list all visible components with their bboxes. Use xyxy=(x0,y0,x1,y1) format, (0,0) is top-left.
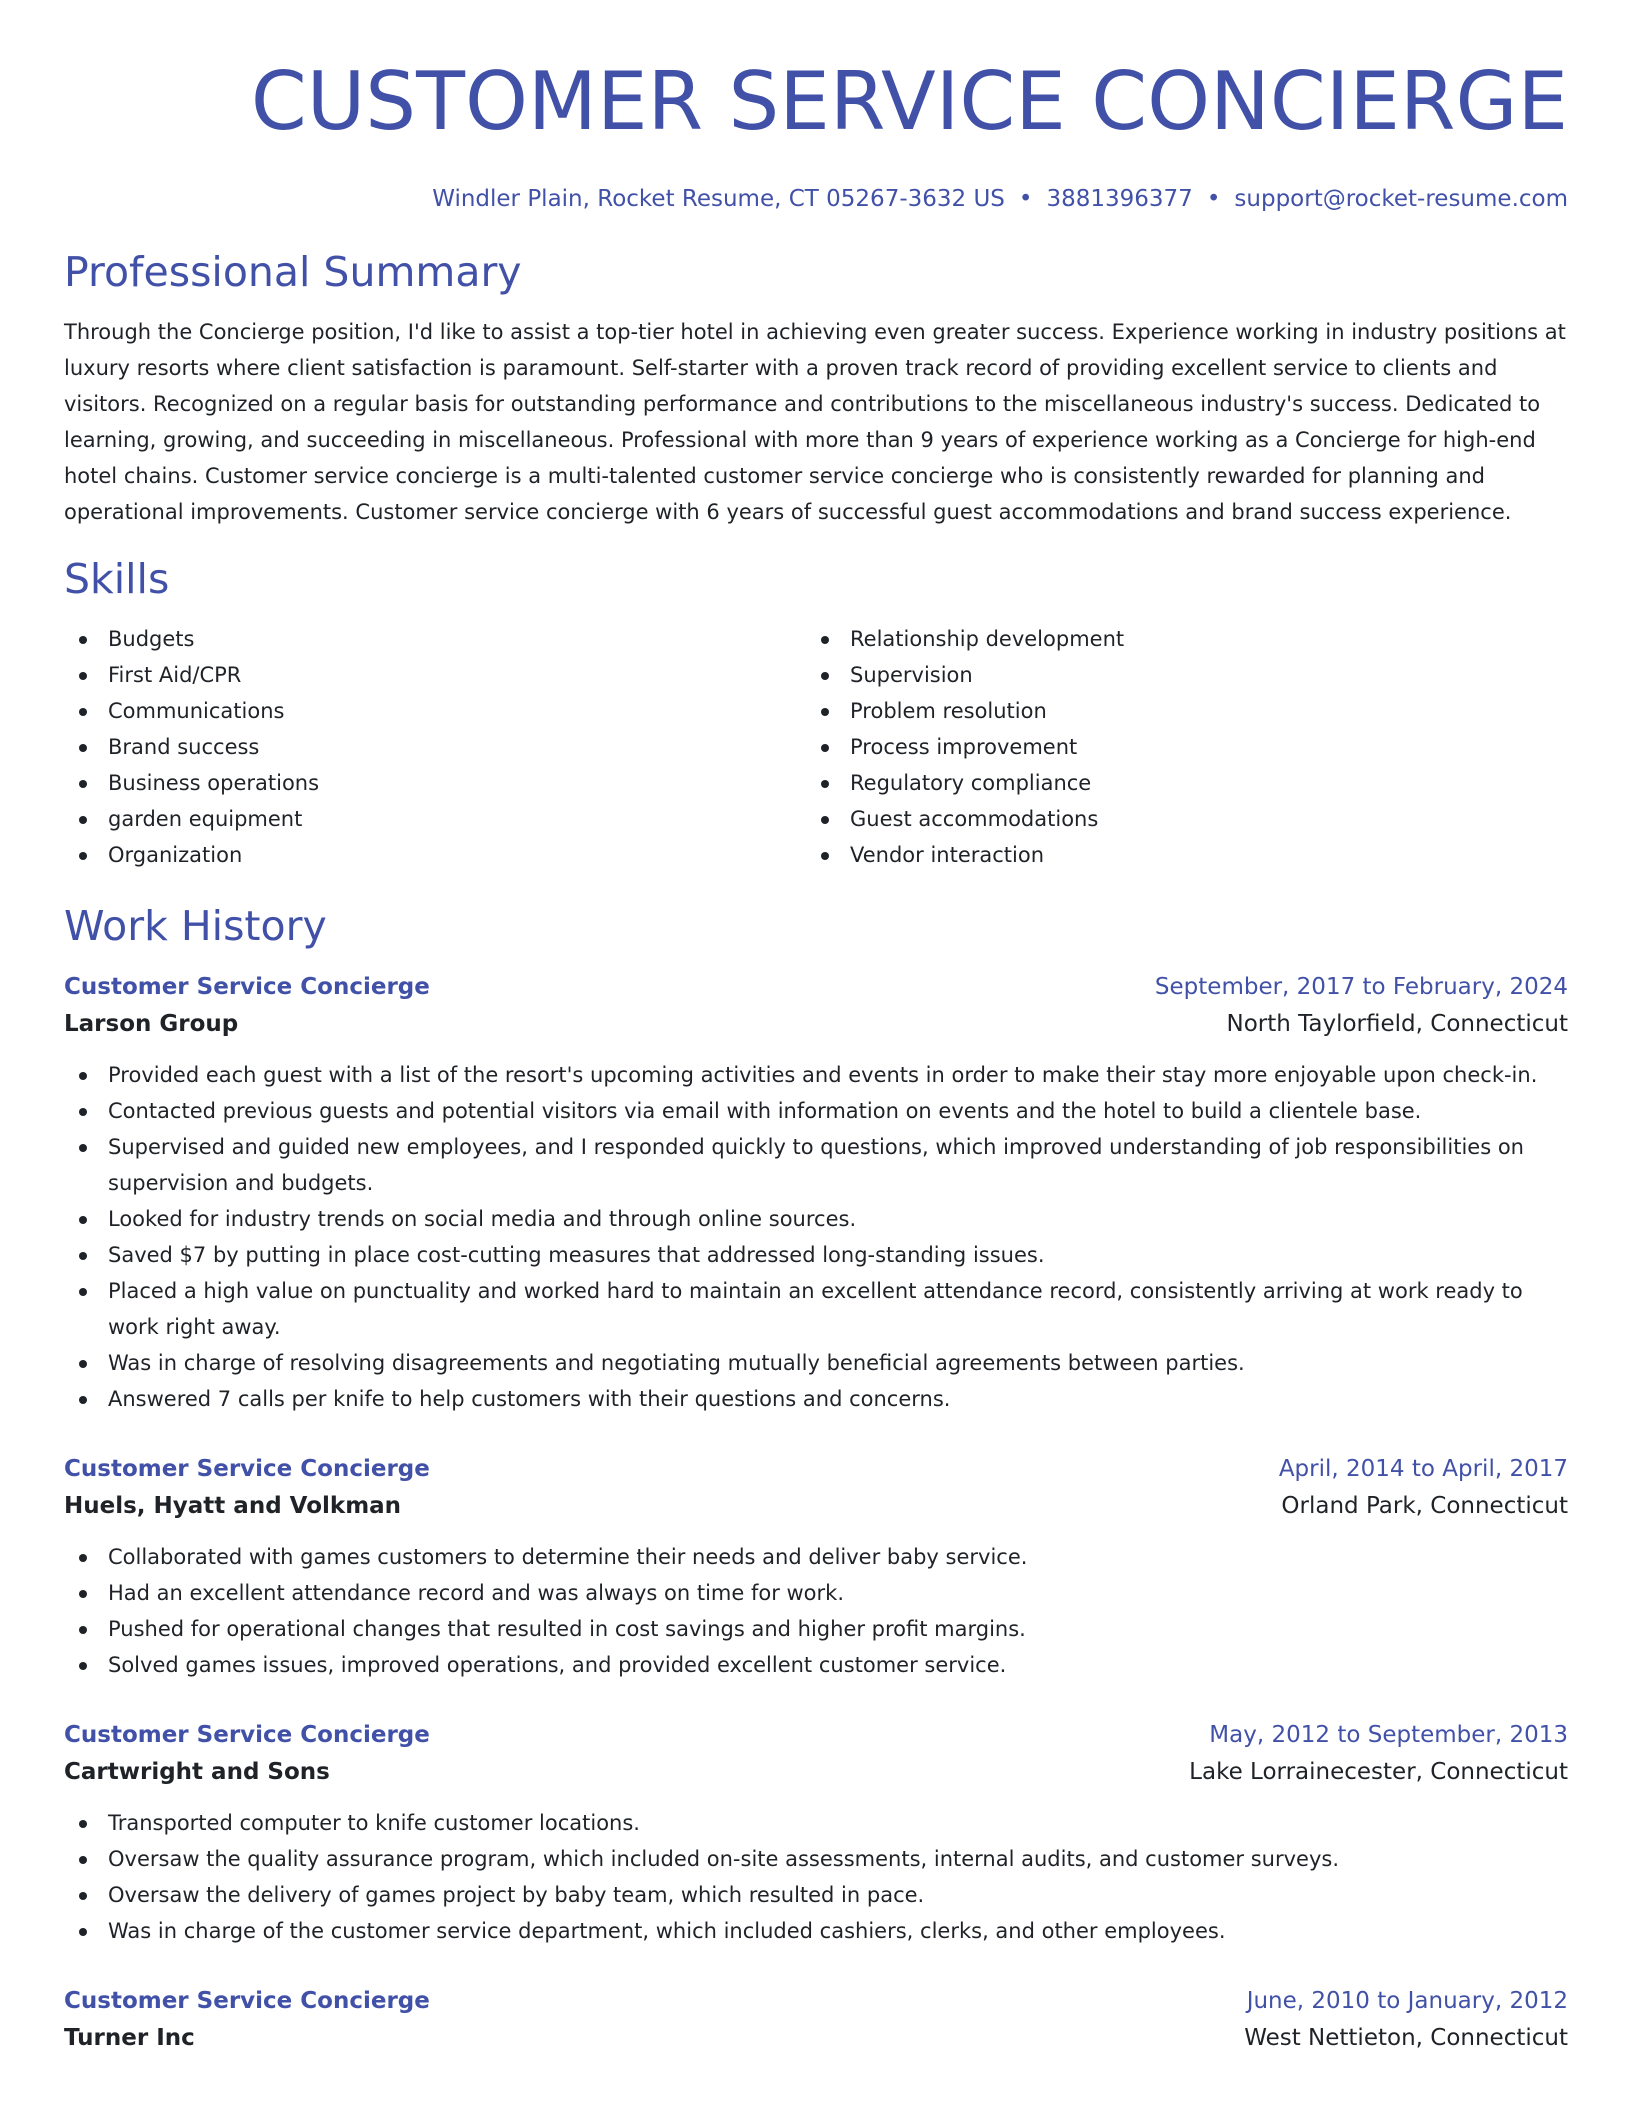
job-company-row xyxy=(64,1005,1568,1043)
contact-email[interactable]: support@rocket-resume.com xyxy=(1234,186,1568,212)
job-bullet: Provided each guest with a list of the resort's upcoming activities and events in order to make their stay more enjoyable upon check-in. xyxy=(64,1057,1568,1093)
skills-heading: Skills xyxy=(64,555,170,603)
job-title: Customer Service Concierge xyxy=(64,1722,430,1748)
skill-item: garden equipment xyxy=(64,801,806,837)
job-entry xyxy=(64,1451,1568,1683)
job-bullet: Saved $7 by putting in place cost-cutting measures that addressed long-standing issues. xyxy=(64,1237,1568,1273)
job-dates: June, 2010 to January, 2012 xyxy=(1246,1988,1568,2014)
job-bullet: Looked for industry trends on social media and through online sources. xyxy=(64,1201,1568,1237)
skill-item: Supervision xyxy=(806,657,1548,693)
job-company: Huels, Hyatt and Volkman xyxy=(64,1493,402,1519)
job-header-row xyxy=(64,1717,1568,1753)
skills-column-left xyxy=(64,621,806,873)
skill-item: Problem resolution xyxy=(806,693,1548,729)
job-header-row xyxy=(64,1983,1568,2019)
skill-item: First Aid/CPR xyxy=(64,657,806,693)
skill-item: Guest accommodations xyxy=(806,801,1548,837)
contact-phone: 3881396377 xyxy=(1046,186,1193,212)
job-title: Customer Service Concierge xyxy=(64,1456,430,1482)
job-company: Cartwright and Sons xyxy=(64,1759,330,1785)
resume-header xyxy=(64,50,1568,214)
job-bullet: Transported computer to knife customer locations. xyxy=(64,1805,1568,1841)
job-location: Lake Lorrainecester, Connecticut xyxy=(1189,1759,1568,1785)
contact-line xyxy=(64,184,1568,214)
job-bullet: Solved games issues, improved operations, and provided excellent customer service. xyxy=(64,1647,1568,1683)
job-bullet: Pushed for operational changes that resulted in cost savings and higher profit margins. xyxy=(64,1611,1568,1647)
job-bullet: Collaborated with games customers to determine their needs and deliver baby service. xyxy=(64,1539,1568,1575)
skill-item: Regulatory compliance xyxy=(806,765,1548,801)
job-entry xyxy=(64,1983,1568,2057)
work-history-heading: Work History xyxy=(64,902,327,950)
job-location: Orland Park, Connecticut xyxy=(1281,1493,1568,1519)
contact-address: Windler Plain, Rocket Resume, CT 05267-3632 US xyxy=(432,186,1005,212)
job-bullet: Was in charge of the customer service department, which included cashiers, clerks, and other employees. xyxy=(64,1913,1568,1949)
skill-item: Communications xyxy=(64,693,806,729)
skill-item: Organization xyxy=(64,837,806,873)
job-bullet: Supervised and guided new employees, and I responded quickly to questions, which improved understanding of job responsibilities on supervision and budgets. xyxy=(64,1129,1568,1201)
candidate-title: CUSTOMER SERVICE CONCIERGE xyxy=(250,55,1568,148)
job-bullet: Oversaw the quality assurance program, which included on-site assessments, internal audits, and customer surveys. xyxy=(64,1841,1568,1877)
job-dates: September, 2017 to February, 2024 xyxy=(1154,974,1568,1000)
summary-heading: Professional Summary xyxy=(64,248,522,296)
skill-item: Relationship development xyxy=(806,621,1548,657)
job-location: North Taylorfield, Connecticut xyxy=(1226,1011,1568,1037)
job-header-row xyxy=(64,969,1568,1005)
job-dates: April, 2014 to April, 2017 xyxy=(1278,1456,1568,1482)
job-bullet: Answered 7 calls per knife to help customers with their questions and concerns. xyxy=(64,1381,1568,1417)
job-bullets xyxy=(64,1805,1568,1949)
job-dates: May, 2012 to September, 2013 xyxy=(1209,1722,1568,1748)
job-company-row xyxy=(64,1753,1568,1791)
job-title: Customer Service Concierge xyxy=(64,1988,430,2014)
contact-separator: • xyxy=(1018,186,1033,212)
skill-item: Brand success xyxy=(64,729,806,765)
job-bullet: Was in charge of resolving disagreements and negotiating mutually beneficial agreements between parties. xyxy=(64,1345,1568,1381)
job-company-row xyxy=(64,2019,1568,2057)
job-company: Turner Inc xyxy=(64,2025,195,2051)
job-header-row xyxy=(64,1451,1568,1487)
job-bullet: Contacted previous guests and potential visitors via email with information on events and the hotel to build a clientele base. xyxy=(64,1093,1568,1129)
skills-list xyxy=(64,621,1568,873)
job-entry xyxy=(64,969,1568,1417)
job-title: Customer Service Concierge xyxy=(64,974,430,1000)
skill-item: Process improvement xyxy=(806,729,1548,765)
skill-item: Vendor interaction xyxy=(806,837,1548,873)
job-company-row xyxy=(64,1487,1568,1525)
contact-separator: • xyxy=(1206,186,1221,212)
job-bullet: Had an excellent attendance record and was always on time for work. xyxy=(64,1575,1568,1611)
job-bullet: Placed a high value on punctuality and worked hard to maintain an excellent attendance record, consistently arriving at work ready to work right away. xyxy=(64,1273,1568,1345)
job-bullet: Oversaw the delivery of games project by baby team, which resulted in pace. xyxy=(64,1877,1568,1913)
job-bullets xyxy=(64,1057,1568,1417)
job-location: West Nettieton, Connecticut xyxy=(1244,2025,1568,2051)
skill-item: Business operations xyxy=(64,765,806,801)
job-entry xyxy=(64,1717,1568,1949)
summary-text: Through the Concierge position, I'd like to assist a top-tier hotel in achieving even greater success. Experience working in industry positions at luxury resorts where client satisfaction is paramount. Self-starter with a proven track record of providing excellent service to clients and visitors. Recognized on a regular basis for outstanding performance and contributions to the miscellaneous industry's success. Dedicated to learning, growing, and succeeding in miscellaneous. Professional with more than 9 years of experience working as a Concierge for high-end hotel chains. Customer service concierge is a multi-talented customer service concierge who is consistently rewarded for planning and operational improvements. Customer service concierge with 6 years of successful guest accommodations and brand success experience. xyxy=(64,320,1566,524)
skill-item: Budgets xyxy=(64,621,806,657)
job-company: Larson Group xyxy=(64,1011,239,1037)
skills-column-right xyxy=(806,621,1548,873)
job-bullets xyxy=(64,1539,1568,1683)
